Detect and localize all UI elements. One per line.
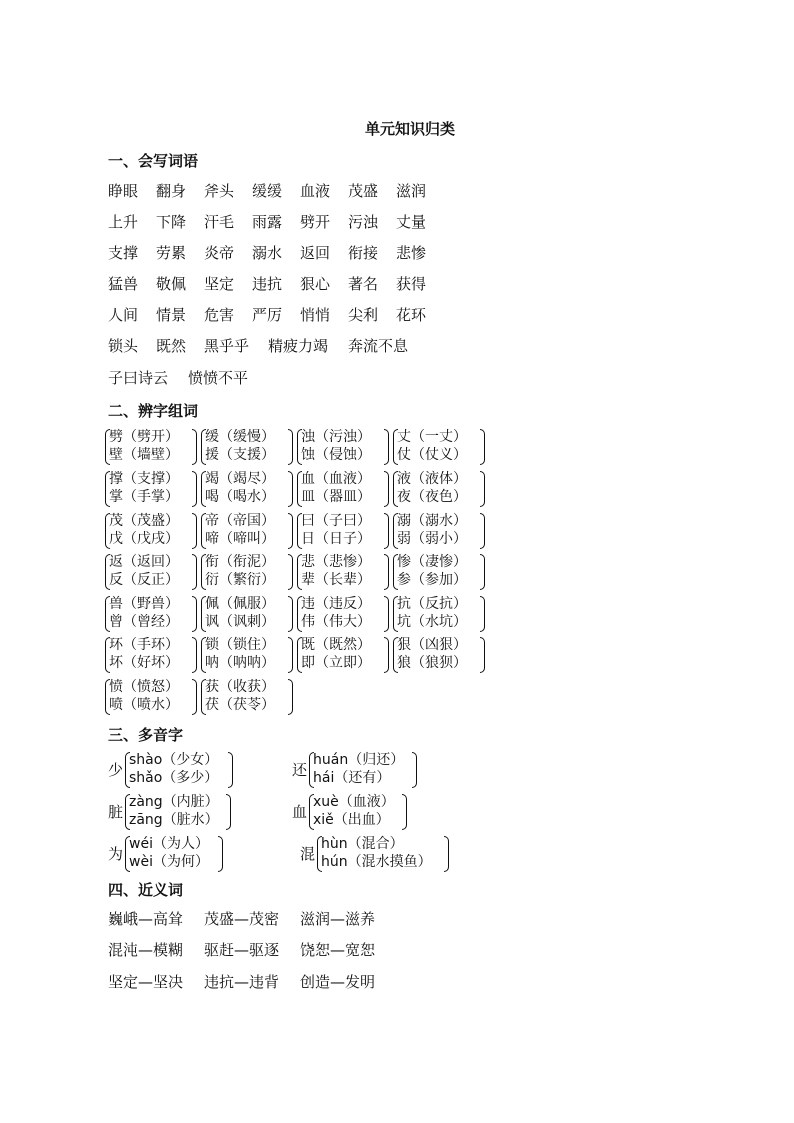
word: 炎帝 — [204, 244, 235, 262]
char-word: 仗（仗义） — [397, 447, 467, 463]
char-word: 惨（凄惨） — [397, 554, 467, 570]
char-group — [297, 469, 389, 507]
char-word: 衔（衔泥） — [205, 554, 275, 570]
word: 猛兽 — [108, 275, 139, 293]
char-group — [297, 427, 389, 465]
word: 滋润 — [396, 182, 427, 200]
word: 危害 — [204, 306, 235, 324]
char-word: 讽（讽刺） — [205, 614, 275, 630]
word: 悲惨 — [396, 244, 427, 262]
char-word: 劈（劈开） — [109, 429, 179, 445]
word: 血液 — [300, 182, 331, 200]
word: 子曰诗云 — [108, 369, 169, 387]
word: 污浊 — [348, 213, 379, 231]
word: 翻身 — [156, 182, 187, 200]
char-word: 违（违反） — [301, 596, 371, 612]
synonym-pair: 坚定—坚决 — [108, 973, 184, 991]
char-word: 弱（弱小） — [397, 531, 467, 547]
pinyin-word: xiě（出血） — [313, 812, 390, 828]
char-word: 喷（喷水） — [109, 697, 179, 713]
polyphone-char: 血 — [292, 803, 308, 821]
word: 奔流不息 — [348, 337, 409, 355]
char-word: 帝（帝国） — [205, 513, 275, 529]
synonym-pair: 违抗—违背 — [204, 973, 280, 991]
word: 劳累 — [156, 244, 187, 262]
word: 获得 — [396, 275, 427, 293]
char-group — [201, 677, 293, 715]
char-group — [393, 427, 485, 465]
char-word: 血（血液） — [301, 471, 371, 487]
synonym-pair: 创造—发明 — [300, 973, 376, 991]
char-word: 溺（溺水） — [397, 513, 467, 529]
char-word: 锁（锁住） — [205, 637, 275, 653]
char-word: 缓（缓慢） — [205, 429, 275, 445]
char-group — [201, 594, 293, 632]
char-group — [105, 594, 197, 632]
pinyin-word: hùn（混合） — [321, 836, 404, 852]
word: 既然 — [156, 337, 187, 355]
char-group — [201, 552, 293, 590]
word: 悄悄 — [300, 306, 331, 324]
word: 溺水 — [252, 244, 283, 262]
word: 雨露 — [252, 213, 283, 231]
char-word: 茯（茯苓） — [205, 697, 275, 713]
char-word: 衍（繁衍） — [205, 572, 275, 588]
synonym-pair: 混沌—模糊 — [108, 941, 184, 959]
word: 上升 — [108, 213, 139, 231]
polyphone-char: 为 — [108, 845, 124, 863]
char-group — [105, 552, 197, 590]
polyphone-group — [108, 750, 234, 790]
pinyin-word: hái（还有） — [313, 770, 391, 786]
char-group — [201, 635, 293, 673]
word: 汗毛 — [204, 213, 235, 231]
word: 敬佩 — [156, 275, 187, 293]
char-group — [393, 594, 485, 632]
char-word: 狼（狼狈） — [397, 655, 467, 671]
char-group — [393, 552, 485, 590]
char-word: 既（既然） — [301, 637, 371, 653]
polyphone-group — [108, 792, 234, 832]
char-word: 曰（子曰） — [301, 513, 371, 529]
char-word: 日（日子） — [301, 531, 371, 547]
synonym-pair: 饶恕—宽恕 — [300, 941, 376, 959]
char-word: 皿（器皿） — [301, 489, 371, 505]
char-word: 撑（支撑） — [109, 471, 179, 487]
char-word: 丈（一丈） — [397, 429, 467, 445]
polyphone-group — [292, 750, 420, 790]
char-word: 悲（悲惨） — [301, 554, 371, 570]
pinyin-word: wèi（为何） — [129, 854, 209, 870]
polyphone-char: 混 — [300, 845, 316, 863]
synonym-pair: 茂盛—茂密 — [204, 910, 280, 928]
synonym-pair: 滋润—滋养 — [300, 910, 376, 928]
word: 狠心 — [300, 275, 331, 293]
char-group — [297, 635, 389, 673]
char-group — [297, 511, 389, 549]
char-word: 环（手环） — [109, 637, 179, 653]
char-word: 返（返回） — [109, 554, 179, 570]
char-word: 狠（凶狠） — [397, 637, 467, 653]
char-group — [297, 552, 389, 590]
pinyin-word: wéi（为人） — [129, 836, 209, 852]
word: 下降 — [156, 213, 187, 231]
char-word: 抗（反抗） — [397, 596, 467, 612]
section-heading-polyphones: 三、多音字 — [108, 726, 184, 744]
char-word: 茂（茂盛） — [109, 513, 179, 529]
word: 著名 — [348, 275, 379, 293]
page-title: 单元知识归类 — [364, 120, 455, 138]
polyphone-group — [108, 834, 224, 874]
word: 睁眼 — [108, 182, 139, 200]
word: 劈开 — [300, 213, 331, 231]
char-word: 佩（佩服） — [205, 596, 275, 612]
char-word: 戊（戊戌） — [109, 531, 179, 547]
pinyin-word: huán（归还） — [313, 752, 405, 768]
char-word: 援（支援） — [205, 447, 275, 463]
synonym-pair: 巍峨—高耸 — [108, 910, 184, 928]
word: 违抗 — [252, 275, 283, 293]
char-group — [393, 469, 485, 507]
section-heading-write-words: 一、会写词语 — [108, 152, 199, 170]
pinyin-word: zāng（脏水） — [129, 812, 219, 828]
char-word: 竭（竭尽） — [205, 471, 275, 487]
char-word: 即（立即） — [301, 655, 371, 671]
char-group — [105, 511, 197, 549]
char-word: 坏（好坏） — [109, 655, 179, 671]
char-word: 浊（污浊） — [301, 429, 371, 445]
word: 尖利 — [348, 306, 379, 324]
char-word: 参（参加） — [397, 572, 467, 588]
word: 情景 — [156, 306, 187, 324]
word: 坚定 — [204, 275, 235, 293]
polyphone-char: 少 — [108, 761, 124, 779]
word: 支撑 — [108, 244, 139, 262]
char-word: 呐（呐呐） — [205, 655, 275, 671]
word: 丈量 — [396, 213, 427, 231]
pinyin-word: zàng（内脏） — [129, 794, 219, 810]
word: 精疲力竭 — [268, 337, 329, 355]
char-group — [393, 635, 485, 673]
polyphone-group — [292, 792, 408, 832]
char-group — [105, 469, 197, 507]
word: 缓缓 — [252, 182, 283, 200]
char-word: 坑（水坑） — [397, 614, 467, 630]
word: 黑乎乎 — [204, 337, 250, 355]
char-word: 兽（野兽） — [109, 596, 179, 612]
word: 返回 — [300, 244, 331, 262]
char-group — [201, 427, 293, 465]
char-word: 壁（墙壁） — [109, 447, 179, 463]
char-word: 获（收获） — [205, 679, 275, 695]
char-word: 啼（啼叫） — [205, 531, 275, 547]
char-word: 伟（伟大） — [301, 614, 371, 630]
char-group — [201, 469, 293, 507]
polyphone-char: 脏 — [108, 803, 124, 821]
section-heading-distinguish-chars: 二、辨字组词 — [108, 402, 199, 420]
pinyin-word: shào（少女） — [129, 752, 219, 768]
word: 严厉 — [252, 306, 283, 324]
char-word: 反（反正） — [109, 572, 179, 588]
char-word: 辈（长辈） — [301, 572, 371, 588]
char-group — [105, 677, 197, 715]
word: 斧头 — [204, 182, 235, 200]
word: 锁头 — [108, 337, 139, 355]
word: 茂盛 — [348, 182, 379, 200]
char-word: 喝（喝水） — [205, 489, 275, 505]
synonym-pair: 驱赶—驱逐 — [204, 941, 280, 959]
section-heading-synonyms: 四、近义词 — [108, 881, 184, 899]
char-word: 愤（愤怒） — [109, 679, 179, 695]
char-word: 夜（夜色） — [397, 489, 467, 505]
word: 花环 — [396, 306, 427, 324]
pinyin-word: shǎo（多少） — [129, 770, 219, 786]
char-word: 蚀（侵蚀） — [301, 447, 371, 463]
word: 衔接 — [348, 244, 379, 262]
polyphone-char: 还 — [292, 761, 308, 779]
char-group — [105, 635, 197, 673]
word: 人间 — [108, 306, 139, 324]
char-group — [105, 427, 197, 465]
pinyin-word: xuè（血液） — [313, 794, 395, 810]
word: 愤愤不平 — [188, 369, 249, 387]
polyphone-group — [300, 834, 450, 874]
char-group — [393, 511, 485, 549]
char-word: 曾（曾经） — [109, 614, 179, 630]
char-group — [297, 594, 389, 632]
char-word: 掌（手掌） — [109, 489, 179, 505]
char-word: 液（液体） — [397, 471, 467, 487]
char-group — [201, 511, 293, 549]
pinyin-word: hún（混水摸鱼） — [321, 854, 432, 870]
